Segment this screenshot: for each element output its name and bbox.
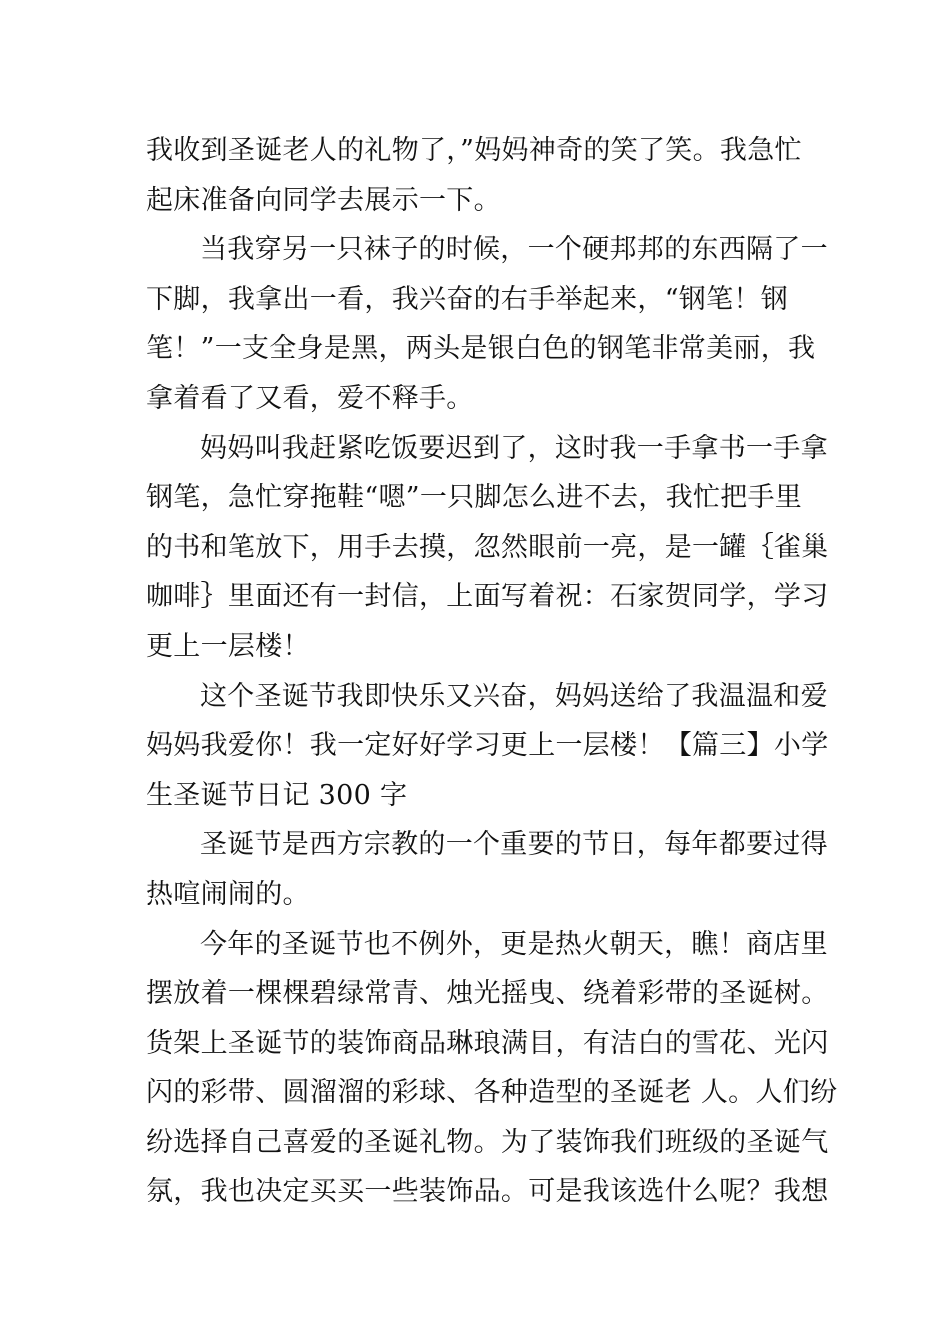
text-line: 货架上圣诞节的装饰商品琳琅满目，有洁白的雪花、光闪 [146, 1027, 829, 1059]
text-line: 笔！”一支全身是黑，两头是银白色的钢笔非常美丽，我 [146, 333, 816, 365]
document-body-text [146, 126, 838, 1217]
text-line: 的书和笔放下，用手去摸，忽然眼前一亮，是一罐｛雀巢 [146, 531, 829, 563]
text-line: 热喧闹闹的。 [146, 878, 310, 910]
text-line: 圣诞节是西方宗教的一个重要的节日，每年都要过得 [200, 829, 828, 861]
text-line: 摆放着一棵棵碧绿常青、烛光摇曳、绕着彩带的圣诞树。 [146, 978, 829, 1010]
text-line: 纷选择自己喜爱的圣诞礼物。为了装饰我们班级的圣诞气 [146, 1126, 829, 1158]
text-line: 闪的彩带、圆溜溜的彩球、各种造型的圣诞老 人。人们纷 [146, 1077, 838, 1109]
text-line: 妈妈我爱你！我一定好好学习更上一层楼！【篇三】小学 [146, 730, 829, 762]
text-line: 今年的圣诞节也不例外，更是热火朝天，瞧！商店里 [200, 928, 828, 960]
text-line: 拿着看了又看，爱不释手。 [146, 382, 474, 414]
text-line: 妈妈叫我赶紧吃饭要迟到了，这时我一手拿书一手拿 [200, 432, 828, 464]
text-line: 钢笔，急忙穿拖鞋“嗯”一只脚怎么进不去，我忙把手里 [146, 482, 803, 514]
text-line: 下脚，我拿出一看，我兴奋的右手举起来，“钢笔！钢 [146, 283, 789, 315]
text-line: 起床准备向同学去展示一下。 [146, 184, 501, 216]
text-line: 这个圣诞节我即快乐又兴奋，妈妈送给了我温温和爱 [200, 680, 828, 712]
text-line: 氛，我也决定买买一些装饰品。可是我该选什么呢？我想 [146, 1176, 829, 1208]
text-line: 更上一层楼！ [146, 630, 310, 662]
text-line: 当我穿另一只袜子的时候，一个硬邦邦的东西隔了一 [200, 234, 828, 266]
text-line: 生圣诞节日记 300 字 [146, 779, 408, 811]
text-line: 咖啡｝里面还有一封信，上面写着祝：石家贺同学，学习 [146, 581, 829, 613]
text-line: 我收到圣诞老人的礼物了，”妈妈神奇的笑了笑。我急忙 [146, 135, 802, 166]
